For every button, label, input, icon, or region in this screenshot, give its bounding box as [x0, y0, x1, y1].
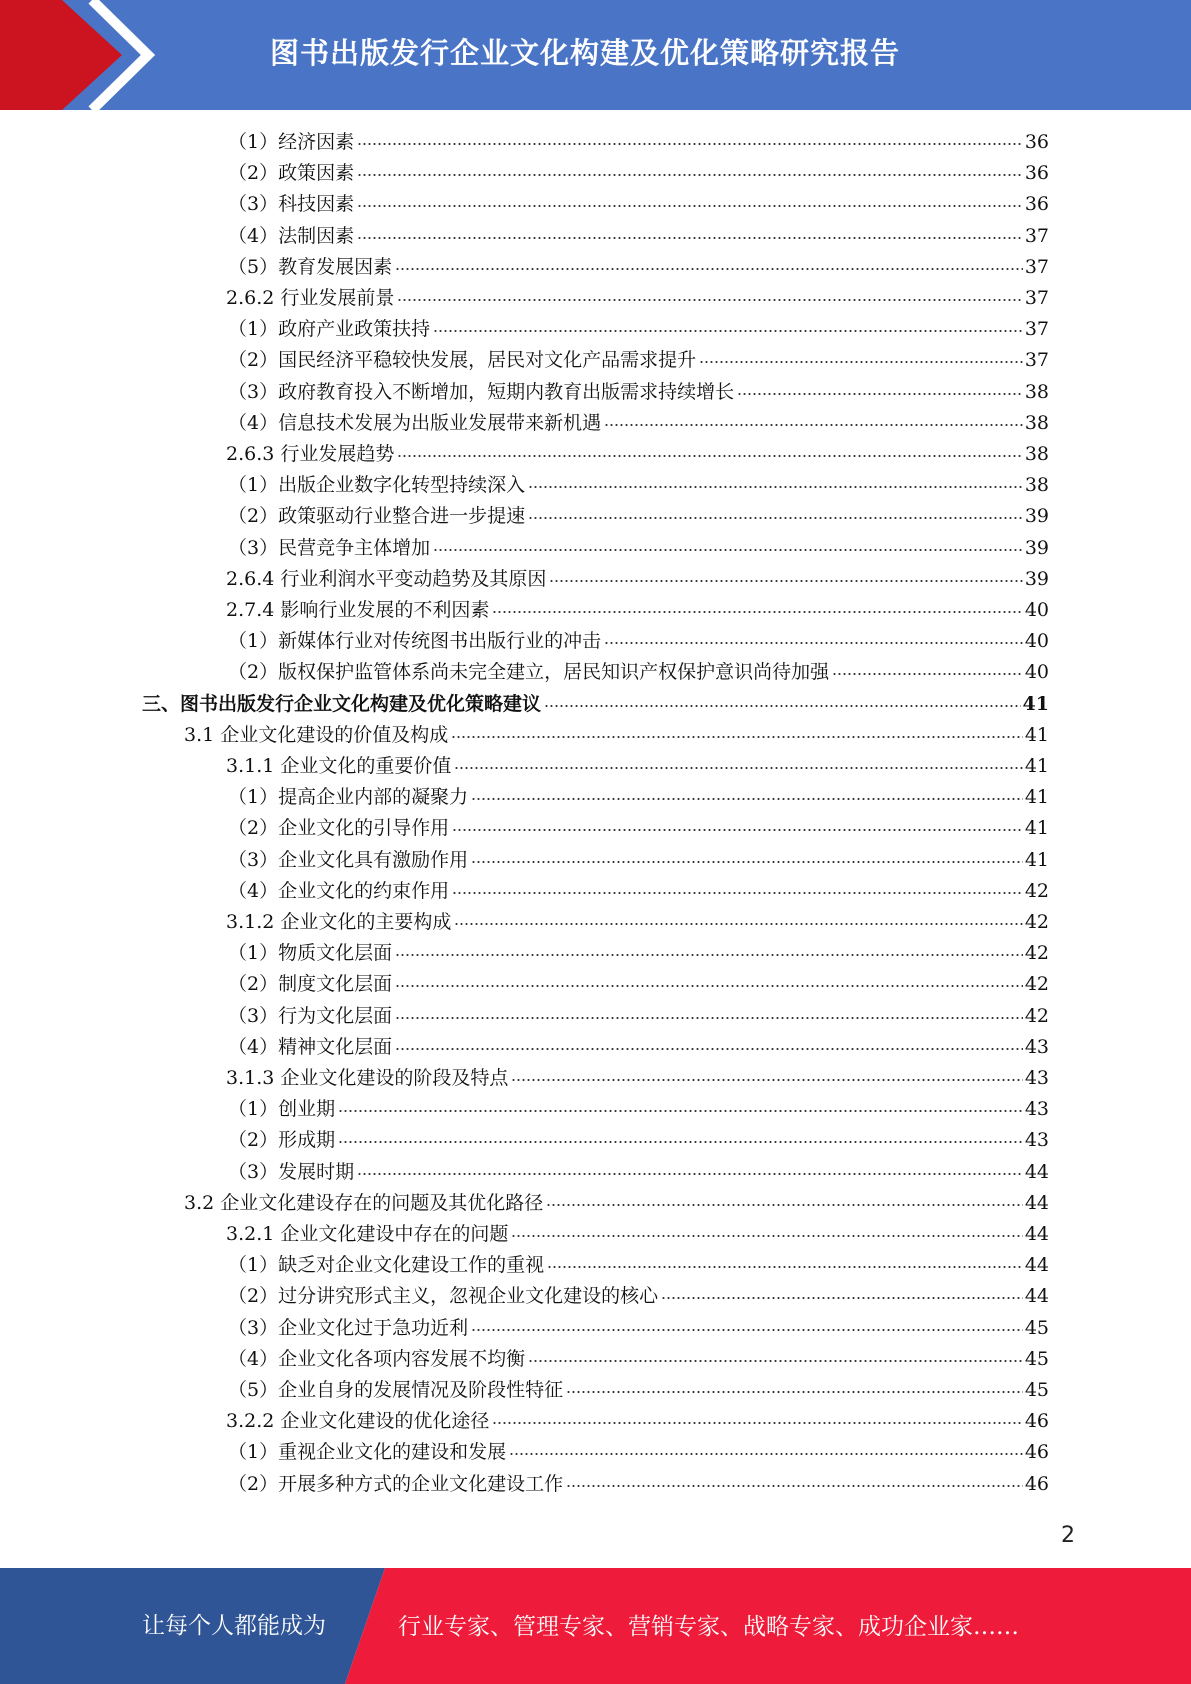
toc-entry-page: 37 — [1024, 287, 1049, 309]
toc-dot-leader — [395, 1013, 1023, 1023]
page-footer — [0, 1568, 1191, 1684]
toc-entry[interactable] — [228, 657, 1049, 688]
toc-entry-page: 39 — [1024, 567, 1049, 590]
toc-entry-page: 36 — [1024, 162, 1049, 185]
toc-entry[interactable] — [226, 1219, 1049, 1250]
toc-entry-title: 3.2.1 企业文化建设中存在的问题 — [226, 1223, 509, 1245]
toc-dot-leader — [357, 233, 1023, 243]
toc-entry[interactable] — [228, 252, 1049, 283]
toc-entry-page: 37 — [1024, 224, 1049, 247]
toc-dot-leader — [471, 1325, 1023, 1335]
toc-entry-title: 2.6.2 行业发展前景 — [226, 287, 395, 309]
toc-entry-page: 42 — [1024, 973, 1049, 996]
toc-entry[interactable] — [228, 1437, 1049, 1468]
toc-dot-leader — [471, 794, 1023, 804]
footer-slogan: 让每个人都能成为 — [142, 1613, 326, 1639]
toc-entry-title: （3）民营竞争主体增加 — [228, 536, 431, 559]
toc-entry-page: 41 — [1024, 755, 1049, 777]
toc-entry[interactable] — [142, 689, 1049, 720]
toc-entry-page: 46 — [1024, 1441, 1049, 1464]
toc-entry[interactable] — [228, 501, 1049, 532]
toc-entry[interactable] — [228, 813, 1049, 844]
toc-dot-leader — [452, 888, 1023, 898]
toc-entry-page: 37 — [1024, 318, 1049, 341]
toc-entry[interactable] — [228, 969, 1049, 1000]
toc-dot-leader — [604, 638, 1023, 648]
toc-entry-page: 42 — [1024, 879, 1049, 902]
toc-dot-leader — [528, 482, 1023, 492]
toc-entry[interactable] — [228, 1125, 1049, 1156]
toc-dot-leader — [832, 669, 1023, 679]
toc-entry[interactable] — [228, 1344, 1049, 1375]
toc-entry[interactable] — [228, 408, 1049, 439]
toc-entry-page: 38 — [1024, 411, 1049, 434]
toc-entry[interactable] — [226, 1063, 1049, 1094]
toc-dot-leader — [737, 389, 1023, 399]
toc-entry-page: 36 — [1024, 193, 1049, 216]
toc-dot-leader — [528, 513, 1023, 523]
toc-entry-title: （1）政府产业政策扶持 — [228, 318, 431, 341]
toc-entry-title: 3.2.2 企业文化建设的优化途径 — [226, 1410, 490, 1433]
toc-entry[interactable] — [228, 221, 1049, 252]
toc-entry-title: （2）企业文化的引导作用 — [228, 817, 450, 840]
toc-entry[interactable] — [228, 876, 1049, 907]
toc-entry[interactable] — [228, 189, 1049, 220]
toc-dot-leader — [452, 825, 1023, 835]
toc-dot-leader — [454, 763, 1022, 773]
toc-entry-title: 3.1 企业文化建设的价值及构成 — [184, 723, 449, 746]
toc-entry-title: 3.1.2 企业文化的主要构成 — [226, 911, 452, 933]
toc-entry-page: 44 — [1024, 1254, 1049, 1277]
toc-entry-page: 45 — [1024, 1379, 1049, 1401]
toc-entry-page: 40 — [1024, 661, 1049, 684]
toc-entry[interactable] — [228, 1281, 1049, 1312]
page-header — [0, 0, 1191, 110]
toc-entry-title: （1）经济因素 — [228, 131, 355, 153]
toc-entry[interactable] — [228, 377, 1049, 408]
toc-entry-title: （1）创业期 — [228, 1098, 336, 1121]
toc-entry-page: 43 — [1024, 1067, 1049, 1089]
toc-entry-title: （5）企业自身的发展情况及阶段性特征 — [228, 1379, 564, 1401]
toc-dot-leader — [357, 201, 1023, 211]
toc-entry-page: 44 — [1024, 1160, 1049, 1183]
toc-dot-leader — [338, 1137, 1023, 1147]
toc-entry[interactable] — [228, 1313, 1049, 1344]
toc-dot-leader — [566, 1387, 1023, 1397]
toc-entry-page: 43 — [1024, 1129, 1049, 1152]
toc-entry-title: （2）制度文化层面 — [228, 973, 393, 996]
toc-entry-page: 39 — [1024, 505, 1049, 528]
toc-entry[interactable] — [228, 314, 1049, 345]
toc-entry-page: 39 — [1024, 536, 1049, 559]
toc-entry[interactable] — [226, 907, 1049, 938]
toc-entry[interactable] — [228, 470, 1049, 501]
toc-entry-title: （3）行为文化层面 — [228, 1004, 393, 1027]
toc-entry[interactable] — [228, 1250, 1049, 1281]
toc-entry-title: （1）新媒体行业对传统图书出版行业的冲击 — [228, 630, 602, 653]
toc-entry-page: 38 — [1024, 474, 1049, 497]
toc-entry-page: 37 — [1024, 349, 1049, 372]
report-title: 图书出版发行企业文化构建及优化策略研究报告 — [270, 36, 901, 70]
toc-entry-title: （2）政策因素 — [228, 162, 355, 185]
toc-entry-page: 44 — [1024, 1223, 1049, 1245]
toc-dot-leader — [451, 732, 1023, 742]
toc-entry-page: 46 — [1024, 1472, 1049, 1495]
toc-entry-title: （2）过分讲究形式主义，忽视企业文化建设的核心 — [228, 1285, 659, 1308]
toc-dot-leader — [454, 919, 1022, 929]
toc-entry-page: 42 — [1024, 1004, 1049, 1027]
toc-entry-title: （3）企业文化具有激励作用 — [228, 848, 469, 871]
toc-entry[interactable] — [184, 720, 1049, 751]
toc-entry-page: 37 — [1024, 255, 1049, 278]
toc-entry-page: 45 — [1024, 1316, 1049, 1339]
toc-entry[interactable] — [228, 938, 1049, 969]
toc-entry[interactable] — [228, 1375, 1049, 1406]
toc-dot-leader — [471, 857, 1023, 867]
toc-dot-leader — [492, 1418, 1022, 1428]
toc-entry[interactable] — [228, 158, 1049, 189]
toc-dot-leader — [357, 1169, 1023, 1179]
toc-entry-page: 40 — [1024, 630, 1049, 653]
toc-entry[interactable] — [228, 626, 1049, 657]
toc-entry-page: 38 — [1024, 443, 1049, 465]
toc-entry-page: 41 — [1024, 817, 1049, 840]
toc-entry-title: （2）版权保护监管体系尚未完全建立，居民知识产权保护意识尚待加强 — [228, 661, 830, 684]
toc-dot-leader — [492, 607, 1022, 617]
toc-entry-title: 2.7.4 影响行业发展的不利因素 — [226, 599, 490, 621]
toc-dot-leader — [511, 1075, 1022, 1085]
toc-entry-title: 三、图书出版发行企业文化构建及优化策略建议 — [142, 692, 542, 715]
toc-entry[interactable] — [228, 1157, 1049, 1188]
toc-entry[interactable] — [228, 533, 1049, 564]
toc-entry[interactable] — [228, 782, 1049, 813]
toc-entry-page: 42 — [1024, 911, 1049, 933]
toc-dot-leader — [395, 264, 1023, 274]
toc-dot-leader — [547, 1262, 1023, 1272]
toc-dot-leader — [661, 1293, 1023, 1303]
toc-entry-title: （4）法制因素 — [228, 224, 355, 247]
toc-dot-leader — [509, 1449, 1023, 1459]
toc-entry-title: （4）精神文化层面 — [228, 1035, 393, 1058]
toc-entry-title: （2）国民经济平稳较快发展，居民对文化产品需求提升 — [228, 349, 697, 372]
toc-dot-leader — [395, 981, 1023, 991]
toc-entry-title: （1）重视企业文化的建设和发展 — [228, 1441, 507, 1464]
toc-entry-page: 41 — [1022, 692, 1049, 715]
toc-entry-page: 45 — [1024, 1347, 1049, 1370]
toc-dot-leader — [338, 1106, 1023, 1116]
toc-entry-page: 41 — [1024, 786, 1049, 809]
toc-entry-page: 46 — [1024, 1410, 1049, 1433]
toc-entry-title: （3）科技因素 — [228, 193, 355, 216]
toc-entry[interactable] — [226, 1406, 1049, 1437]
toc-entry-title: 2.6.4 行业利润水平变动趋势及其原因 — [226, 567, 547, 590]
toc-entry[interactable] — [226, 595, 1049, 626]
toc-entry-page: 41 — [1024, 723, 1049, 746]
toc-entry-page: 42 — [1024, 942, 1049, 965]
toc-entry[interactable] — [184, 1188, 1049, 1219]
toc-entry-title: （1）物质文化层面 — [228, 942, 393, 965]
toc-dot-leader — [544, 701, 1021, 711]
toc-entry[interactable] — [228, 345, 1049, 376]
toc-entry-title: 3.1.1 企业文化的重要价值 — [226, 755, 452, 777]
toc-dot-leader — [604, 420, 1023, 430]
toc-entry-page: 43 — [1024, 1035, 1049, 1058]
toc-dot-leader — [528, 1356, 1023, 1366]
toc-dot-leader — [433, 326, 1023, 336]
toc-entry-title: （3）企业文化过于急功近利 — [228, 1316, 469, 1339]
toc-entry-page: 43 — [1024, 1098, 1049, 1121]
toc-entry-page: 41 — [1024, 848, 1049, 871]
toc-entry-page: 36 — [1024, 131, 1049, 153]
page-number: 2 — [1061, 1523, 1075, 1548]
toc-entry-page: 44 — [1024, 1191, 1049, 1214]
toc-entry-title: （4）企业文化的约束作用 — [228, 879, 450, 902]
toc-entry[interactable] — [228, 1032, 1049, 1063]
toc-dot-leader — [397, 451, 1022, 461]
toc-dot-leader — [566, 1481, 1023, 1491]
toc-entry-title: （3）发展时期 — [228, 1160, 355, 1183]
toc-dot-leader — [397, 295, 1022, 305]
toc-dot-leader — [549, 576, 1022, 586]
toc-entry-title: （2）政策驱动行业整合进一步提速 — [228, 505, 526, 528]
toc-dot-leader — [357, 170, 1023, 180]
toc-entry-title: 2.6.3 行业发展趋势 — [226, 443, 395, 465]
toc-entry-page: 38 — [1024, 380, 1049, 403]
toc-entry[interactable] — [226, 751, 1049, 782]
toc-dot-leader — [546, 1200, 1023, 1210]
toc-entry[interactable] — [226, 439, 1049, 470]
toc-entry-title: （1）提高企业内部的凝聚力 — [228, 786, 469, 809]
toc-dot-leader — [357, 139, 1023, 149]
toc-entry-title: （2）形成期 — [228, 1129, 336, 1152]
toc-dot-leader — [511, 1231, 1022, 1241]
toc-dot-leader — [395, 950, 1023, 960]
toc-entry-title: 3.2 企业文化建设存在的问题及其优化路径 — [184, 1191, 544, 1214]
toc-entry[interactable] — [228, 1094, 1049, 1125]
toc-entry[interactable] — [226, 564, 1049, 595]
toc-dot-leader — [699, 357, 1023, 367]
toc-entry-title: （4）信息技术发展为出版业发展带来新机遇 — [228, 411, 602, 434]
toc-entry-page: 44 — [1024, 1285, 1049, 1308]
toc-dot-leader — [433, 545, 1023, 555]
toc-entry[interactable] — [228, 127, 1049, 158]
toc-entry-title: （5）教育发展因素 — [228, 255, 393, 278]
footer-roles: 行业专家、管理专家、营销专家、战略专家、成功企业家…… — [398, 1614, 1019, 1640]
toc-entry[interactable] — [226, 283, 1049, 314]
toc-entry-title: （4）企业文化各项内容发展不均衡 — [228, 1347, 526, 1370]
toc-entry-title: 3.1.3 企业文化建设的阶段及特点 — [226, 1067, 509, 1089]
toc-entry[interactable] — [228, 1001, 1049, 1032]
toc-entry-title: （1）出版企业数字化转型持续深入 — [228, 474, 526, 497]
toc-entry[interactable] — [228, 845, 1049, 876]
toc-entry-title: （3）政府教育投入不断增加，短期内教育出版需求持续增长 — [228, 380, 735, 403]
toc-entry-title: （2）开展多种方式的企业文化建设工作 — [228, 1472, 564, 1495]
toc-entry-title: （1）缺乏对企业文化建设工作的重视 — [228, 1254, 545, 1277]
toc-dot-leader — [395, 1044, 1023, 1054]
toc-entry-page: 40 — [1024, 599, 1049, 621]
toc-entry[interactable] — [228, 1469, 1049, 1500]
